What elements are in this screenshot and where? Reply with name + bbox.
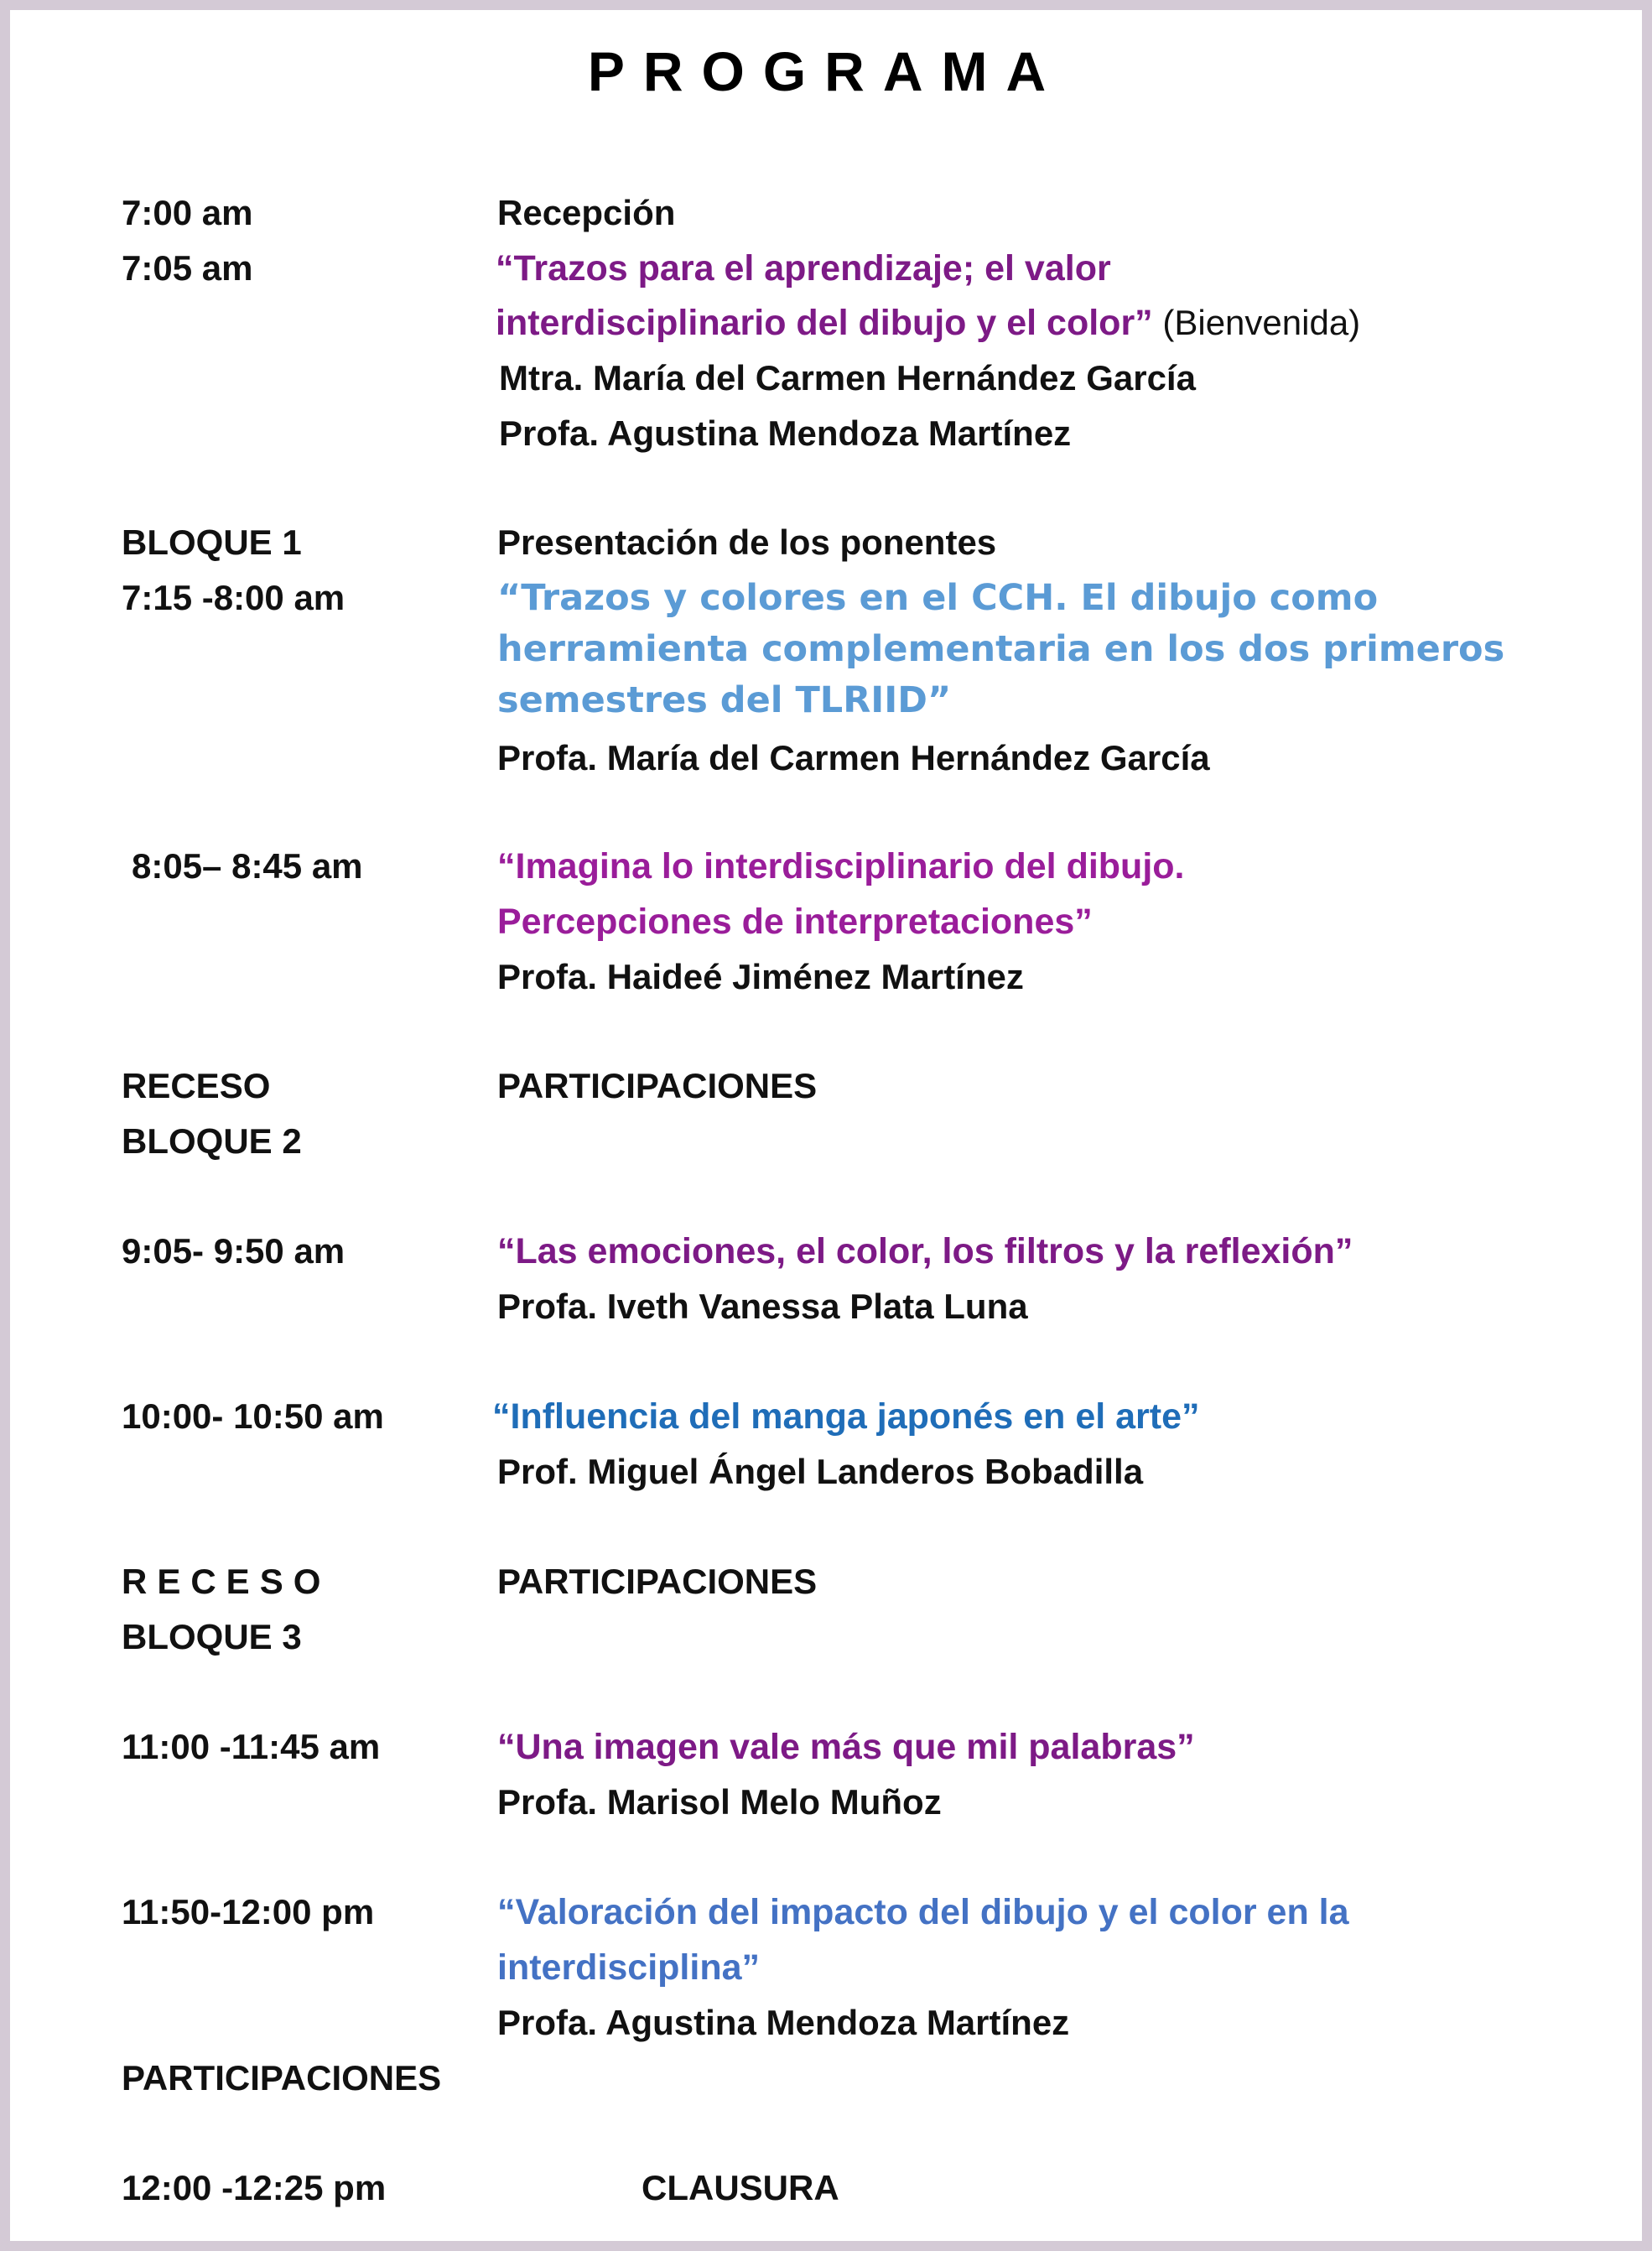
talk2-time: 8:05– 8:45 am [132,846,363,886]
talk5-speaker: Profa. Marisol Melo Muñoz [497,1782,942,1822]
block1-speaker: Profa. María del Carmen Hernández García [497,738,1210,777]
reception-text: Recepción [497,193,676,232]
block1-label: BLOQUE 1 [122,522,302,562]
welcome-title-line1: “Trazos para el aprendizaje; el valor [496,248,1111,289]
talk5-title: “Una imagen vale más que mil palabras” [497,1727,1195,1767]
welcome-time: 7:05 am [122,248,253,288]
recess1-block: BLOQUE 2 [122,1121,302,1161]
talk4-time: 10:00- 10:50 am [122,1396,384,1436]
talk6-title-line1: “Valoración del impacto del dibujo y el color en la [497,1892,1349,1932]
recess2-text: PARTICIPACIONES [497,1562,818,1601]
recess1-text: PARTICIPACIONES [497,1066,818,1105]
block1-title-line3: semestres del TLRIID” [497,679,952,721]
talk4-title: “Influencia del manga japonés en el arte” [492,1396,1200,1437]
talk6-title-line2: interdisciplina” [497,1947,761,1988]
page-title: PROGRAMA [587,40,1065,102]
block1-title-line2: herramienta complementaria en los dos primeros [497,628,1505,670]
reception-time: 7:00 am [122,193,253,232]
talk2-title-line1: “Imagina lo interdisciplinario del dibujo. [497,846,1185,886]
welcome-title-line2: interdisciplinario del dibujo y el color” [496,303,1153,343]
recess2-label: RECESO [122,1562,331,1601]
welcome-note: (Bienvenida) [1162,303,1361,342]
talk2-title-line2: Percepciones de interpretaciones” [497,902,1093,942]
talk4-speaker: Prof. Miguel Ángel Landeros Bobadilla [497,1452,1144,1491]
recess2-block: BLOQUE 3 [122,1617,302,1656]
welcome-speaker2: Profa. Agustina Mendoza Martínez [499,413,1072,453]
talk2-speaker: Profa. Haideé Jiménez Martínez [497,957,1024,996]
talk3-title: “Las emociones, el color, los filtros y la reflexión” [497,1231,1353,1271]
talk6-time: 11:50-12:00 pm [122,1892,375,1931]
talk3-time: 9:05- 9:50 am [122,1231,345,1271]
talk6-speaker: Profa. Agustina Mendoza Martínez [497,2003,1070,2042]
welcome-speaker1: Mtra. María del Carmen Hernández García [499,358,1196,398]
talk3-speaker: Profa. Iveth Vanessa Plata Luna [497,1287,1028,1326]
block1-intro: Presentación de los ponentes [497,522,997,562]
block1-title-line1: “Trazos y colores en el CCH. El dibujo como [497,577,1379,619]
welcome-title-row [496,295,1360,351]
participations-label: PARTICIPACIONES [122,2058,442,2098]
closing-time: 12:00 -12:25 pm [122,2168,387,2207]
closing-text: CLAUSURA [642,2168,839,2207]
block1-time: 7:15 -8:00 am [122,578,345,617]
talk5-time: 11:00 -11:45 am [122,1727,381,1766]
recess1-label: RECESO [122,1066,271,1105]
